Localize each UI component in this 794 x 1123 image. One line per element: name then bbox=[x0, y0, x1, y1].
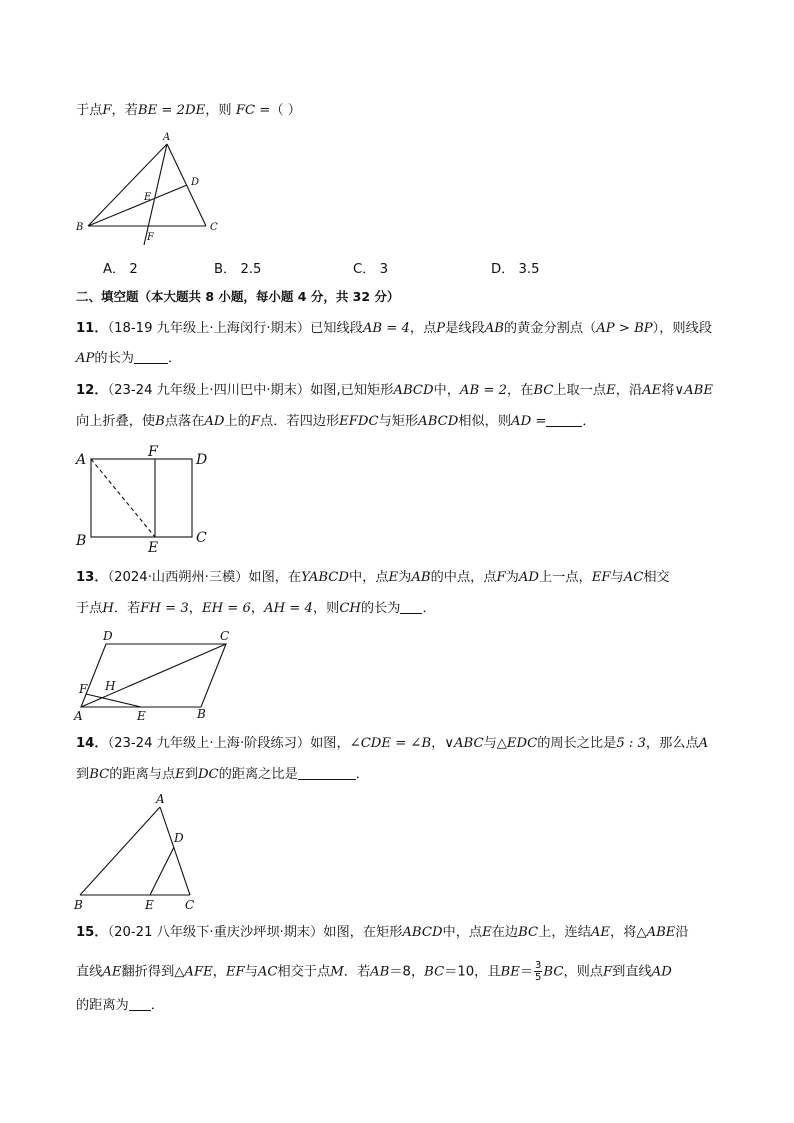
q12-label-E: E bbox=[148, 540, 159, 554]
q15-line2: 直线AE翻折得到△AFE，EF与AC相交于点M．若AB＝8，BC＝10，且BE＝ $\frac{3}{5}$ BC，则点F到直线AD bbox=[76, 960, 672, 983]
q11-answer-blank[interactable] bbox=[134, 351, 168, 364]
q12-label-F: F bbox=[148, 444, 158, 460]
q12-label-D: D bbox=[196, 452, 208, 468]
q15-fraction: $\frac{3}{5}$ bbox=[535, 960, 542, 983]
q10-label-B: B bbox=[76, 222, 84, 233]
q12-answer-blank[interactable] bbox=[546, 414, 582, 427]
q14-label-E: E bbox=[145, 898, 154, 912]
q13-line2: 于点H．若FH = 3，EH = 6，AH = 4，则CH的长为 ． bbox=[76, 601, 436, 616]
q10-stem: 于点F，若BE = 2DE，则 FC =（ ） bbox=[76, 103, 301, 118]
q14-line2: 到BC的距离与点E到DC的距离之比是 ． bbox=[76, 767, 369, 782]
q15-answer-blank[interactable] bbox=[129, 998, 151, 1011]
q10-label-F: F bbox=[147, 232, 154, 243]
q12-label-B: B bbox=[76, 533, 87, 549]
q10-label-D: D bbox=[191, 177, 200, 188]
q14-label-B: B bbox=[74, 898, 83, 912]
q10-option-d[interactable]: D． 3.5 bbox=[491, 262, 540, 277]
q15-line1: 15．（20-21 八年级下·重庆沙坪坝·期末）如图，在矩形ABCD中，点E在边BC上，连结AE，将△ABE沿 bbox=[76, 925, 689, 940]
q14-label-D: D bbox=[174, 831, 184, 845]
q10-label-A: A bbox=[163, 132, 171, 143]
q14-label-C: C bbox=[185, 898, 195, 912]
q10-label-C: C bbox=[210, 222, 218, 233]
q10-option-a[interactable]: A． 2 bbox=[103, 262, 138, 277]
q13-label-D: D bbox=[103, 629, 113, 643]
q12-label-C: C bbox=[196, 530, 207, 546]
q12-label-A: A bbox=[76, 452, 87, 468]
q10-label-E: E bbox=[144, 192, 152, 203]
q12-line1: 12．（23-24 九年级上·四川巴中·期末）如图,已知矩形ABCD中，AB = 2，在BC上取一点E，沿AE将∨ABE bbox=[76, 383, 713, 398]
q10-option-c[interactable]: C． 3 bbox=[353, 262, 388, 277]
q13-answer-blank[interactable] bbox=[400, 601, 422, 614]
q13-line1: 13．（2024·山西朔州·三模）如图，在YABCD中，点E为AB的中点，点F为AD上一点，EF与AC相交 bbox=[76, 570, 670, 585]
q14-label-A: A bbox=[156, 792, 165, 806]
q13-label-E: E bbox=[137, 709, 146, 723]
q13-label-H: H bbox=[105, 679, 116, 693]
q14-answer-blank[interactable] bbox=[298, 767, 356, 780]
q12-line2: 向上折叠，使B点落在AD上的F点．若四边形EFDC与矩形ABCD相似，则AD = ． bbox=[76, 414, 596, 429]
q13-label-B: B bbox=[197, 707, 206, 721]
section-heading: 二、填空题（本大题共 8 小题，每小题 4 分，共 32 分） bbox=[76, 289, 400, 304]
q14-triangle-figure bbox=[70, 792, 210, 914]
q11-line1: 11．（18-19 九年级上·上海闵行·期末）已知线段AB = 4，点P是线段AB的黄金分割点（AP > BP），则线段 bbox=[76, 321, 712, 336]
q13-label-C: C bbox=[220, 629, 230, 643]
q13-parallelogram-figure bbox=[70, 626, 250, 724]
q13-label-F: F bbox=[79, 682, 88, 696]
q12-rectangle-figure bbox=[70, 442, 220, 554]
q14-line1: 14．（23-24 九年级上·上海·阶段练习）如图，∠CDE = ∠B，∨ABC与△EDC的周长之比是5 : 3，那么点A bbox=[76, 736, 709, 751]
q11-line2: AP的长为 ． bbox=[76, 351, 182, 366]
q15-line3: 的距离为 ． bbox=[76, 998, 164, 1013]
q10-option-b[interactable]: B． 2.5 bbox=[214, 262, 262, 277]
q13-label-A: A bbox=[74, 709, 83, 723]
q10-triangle-figure bbox=[70, 128, 230, 248]
